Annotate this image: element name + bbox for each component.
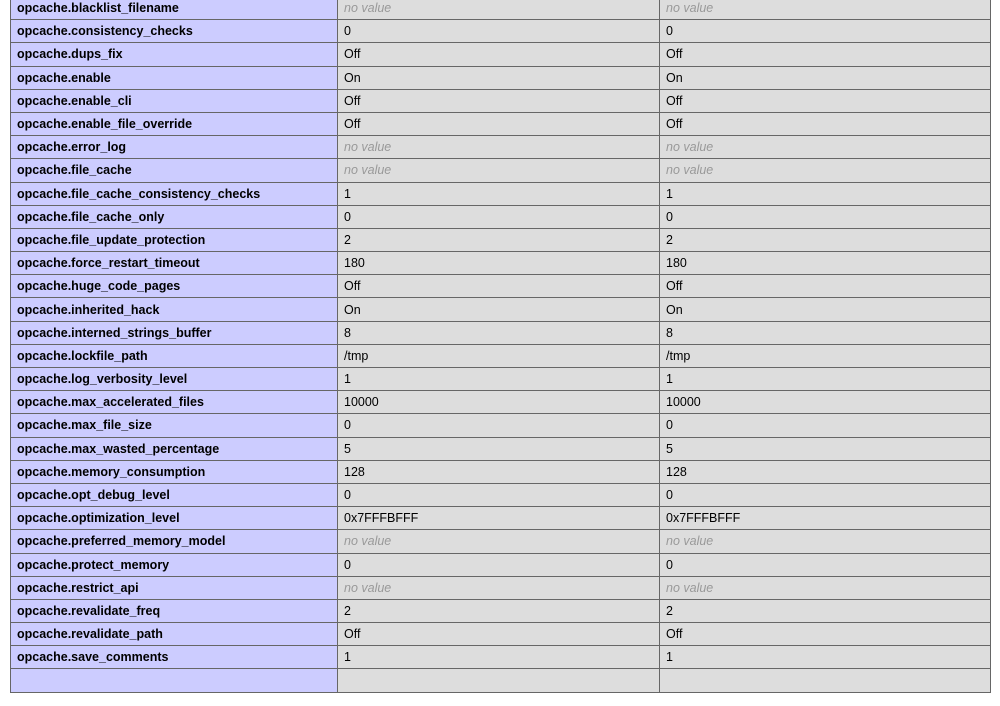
master-value: 0 — [660, 414, 991, 437]
master-value: 5 — [660, 437, 991, 460]
master-value: 0 — [660, 205, 991, 228]
directive-name: opcache.enable_file_override — [11, 112, 338, 135]
table-row — [11, 0, 991, 20]
local-value: 2 — [338, 599, 660, 622]
master-value: no value — [660, 136, 991, 159]
directive-name: opcache.lockfile_path — [11, 344, 338, 367]
table-row — [11, 136, 991, 159]
local-value — [338, 669, 660, 692]
directive-name: opcache.enable_cli — [11, 89, 338, 112]
local-value: /tmp — [338, 344, 660, 367]
master-value: 2 — [660, 228, 991, 251]
local-value: no value — [338, 0, 660, 20]
master-value: 0 — [660, 483, 991, 506]
local-value: 0 — [338, 414, 660, 437]
master-value: Off — [660, 275, 991, 298]
directive-name: opcache.optimization_level — [11, 507, 338, 530]
opcache-directives-table — [10, 0, 991, 693]
master-value: Off — [660, 623, 991, 646]
table-row — [11, 391, 991, 414]
directive-name: opcache.file_cache_consistency_checks — [11, 182, 338, 205]
table-row — [11, 414, 991, 437]
local-value: 0 — [338, 20, 660, 43]
directive-name: opcache.inherited_hack — [11, 298, 338, 321]
directive-name — [11, 669, 338, 692]
master-value: 10000 — [660, 391, 991, 414]
table-row — [11, 112, 991, 135]
master-value: no value — [660, 576, 991, 599]
directive-name: opcache.file_cache — [11, 159, 338, 182]
table-row — [11, 437, 991, 460]
local-value: Off — [338, 623, 660, 646]
local-value: 0 — [338, 553, 660, 576]
local-value: 8 — [338, 321, 660, 344]
table-row — [11, 599, 991, 622]
master-value: 1 — [660, 182, 991, 205]
directive-name: opcache.log_verbosity_level — [11, 368, 338, 391]
local-value: 10000 — [338, 391, 660, 414]
local-value: 1 — [338, 368, 660, 391]
local-value: Off — [338, 112, 660, 135]
directive-name: opcache.interned_strings_buffer — [11, 321, 338, 344]
directive-name: opcache.revalidate_freq — [11, 599, 338, 622]
table-row — [11, 669, 991, 692]
table-body — [11, 0, 991, 692]
master-value: On — [660, 298, 991, 321]
master-value: On — [660, 66, 991, 89]
master-value: /tmp — [660, 344, 991, 367]
directive-name: opcache.huge_code_pages — [11, 275, 338, 298]
master-value: 0 — [660, 20, 991, 43]
table-row — [11, 89, 991, 112]
master-value: Off — [660, 43, 991, 66]
master-value: Off — [660, 89, 991, 112]
table-row — [11, 646, 991, 669]
local-value: no value — [338, 576, 660, 599]
local-value: Off — [338, 89, 660, 112]
table-row — [11, 623, 991, 646]
table-row — [11, 252, 991, 275]
master-value: 0 — [660, 553, 991, 576]
phpinfo-opcache-section — [10, 0, 990, 693]
table-row — [11, 298, 991, 321]
directive-name: opcache.opt_debug_level — [11, 483, 338, 506]
master-value — [660, 669, 991, 692]
table-row — [11, 368, 991, 391]
directive-name: opcache.revalidate_path — [11, 623, 338, 646]
directive-name: opcache.blacklist_filename — [11, 0, 338, 20]
local-value: 0x7FFFBFFF — [338, 507, 660, 530]
local-value: Off — [338, 43, 660, 66]
directive-name: opcache.save_comments — [11, 646, 338, 669]
local-value: Off — [338, 275, 660, 298]
table-row — [11, 321, 991, 344]
master-value: no value — [660, 159, 991, 182]
local-value: no value — [338, 136, 660, 159]
directive-name: opcache.preferred_memory_model — [11, 530, 338, 553]
local-value: On — [338, 66, 660, 89]
directive-name: opcache.restrict_api — [11, 576, 338, 599]
table-row — [11, 182, 991, 205]
master-value: 128 — [660, 460, 991, 483]
master-value: 180 — [660, 252, 991, 275]
local-value: 0 — [338, 483, 660, 506]
table-row — [11, 205, 991, 228]
table-row — [11, 576, 991, 599]
table-row — [11, 507, 991, 530]
directive-name: opcache.enable — [11, 66, 338, 89]
master-value: 1 — [660, 368, 991, 391]
directive-name: opcache.max_wasted_percentage — [11, 437, 338, 460]
local-value: no value — [338, 159, 660, 182]
local-value: no value — [338, 530, 660, 553]
directive-name: opcache.file_update_protection — [11, 228, 338, 251]
master-value: 8 — [660, 321, 991, 344]
directive-name: opcache.max_file_size — [11, 414, 338, 437]
master-value: no value — [660, 530, 991, 553]
directive-name: opcache.protect_memory — [11, 553, 338, 576]
master-value: no value — [660, 0, 991, 20]
master-value: Off — [660, 112, 991, 135]
directive-name: opcache.dups_fix — [11, 43, 338, 66]
local-value: 180 — [338, 252, 660, 275]
directive-name: opcache.force_restart_timeout — [11, 252, 338, 275]
master-value: 1 — [660, 646, 991, 669]
local-value: On — [338, 298, 660, 321]
local-value: 2 — [338, 228, 660, 251]
local-value: 1 — [338, 182, 660, 205]
master-value: 2 — [660, 599, 991, 622]
table-row — [11, 530, 991, 553]
local-value: 0 — [338, 205, 660, 228]
table-row — [11, 275, 991, 298]
master-value: 0x7FFFBFFF — [660, 507, 991, 530]
table-row — [11, 159, 991, 182]
table-row — [11, 460, 991, 483]
directive-name: opcache.consistency_checks — [11, 20, 338, 43]
local-value: 1 — [338, 646, 660, 669]
directive-name: opcache.file_cache_only — [11, 205, 338, 228]
table-row — [11, 66, 991, 89]
directive-name: opcache.memory_consumption — [11, 460, 338, 483]
directive-name: opcache.error_log — [11, 136, 338, 159]
local-value: 128 — [338, 460, 660, 483]
local-value: 5 — [338, 437, 660, 460]
table-row — [11, 553, 991, 576]
table-row — [11, 344, 991, 367]
table-row — [11, 20, 991, 43]
table-row — [11, 43, 991, 66]
directive-name: opcache.max_accelerated_files — [11, 391, 338, 414]
table-row — [11, 228, 991, 251]
table-row — [11, 483, 991, 506]
